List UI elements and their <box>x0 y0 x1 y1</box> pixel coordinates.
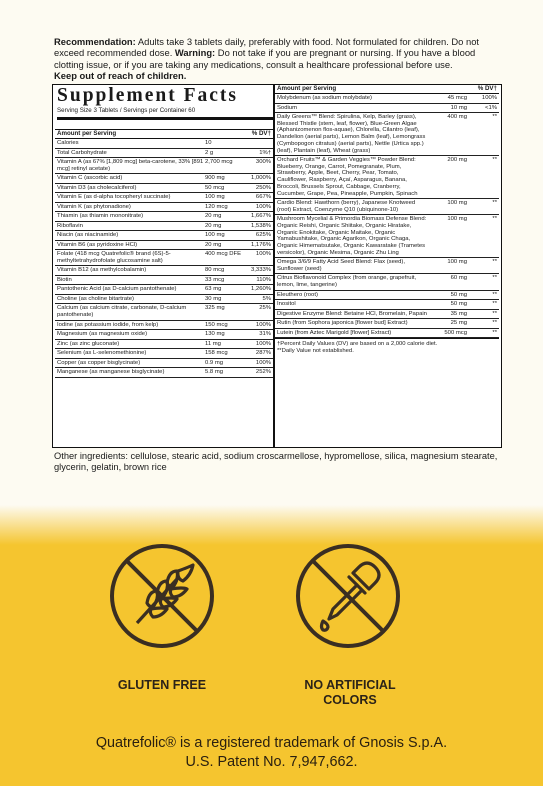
nutrient-row <box>55 222 273 232</box>
nutrient-dv: 3,333% <box>251 267 271 274</box>
nutrient-name: Mushroom Mycelial & Primordia Biomass Defense Blend: Organic Reishi, Organic Shiitake, Organic Hiratake, Organic Enokitake, Organic Maitake, Organic Yamabushitake, Organic Agarikon, Organic Chaga, Organic Himematsutake, Organic Kawaratake (Trametes versicolor), Organic Mesima, Organic Zhu Ling <box>277 216 427 256</box>
nutrient-row <box>275 215 499 258</box>
gluten-free-icon <box>107 541 217 651</box>
nutrient-dv: ** <box>492 320 497 327</box>
nutrient-dv: 100% <box>481 95 497 101</box>
nutrient-dv: ** <box>492 329 497 336</box>
nutrient-row <box>55 321 273 331</box>
nutrient-name: Iodine (as potassium iodide, from kelp) <box>57 321 159 328</box>
nutrient-amount: 50 mg <box>450 291 467 298</box>
nutrient-dv: ** <box>492 216 497 223</box>
nutrient-name: Copper (as copper bisglycinate) <box>57 359 141 366</box>
nutrient-name: Vitamin K (as phytonadione) <box>57 203 131 210</box>
nutrient-dv: 1,260% <box>251 286 271 293</box>
nutrient-dv: 100% <box>255 359 271 366</box>
nutrient-dv: 100% <box>255 251 271 258</box>
nutrient-amount: 50 mg <box>450 301 467 308</box>
nutrient-row <box>275 291 499 301</box>
nutrient-amount: 25 mg <box>450 320 467 327</box>
nutrient-row <box>275 329 499 339</box>
nutrient-name: Vitamin A (as 67% [1,809 mcg] beta-carotene, 33% [891 mcg] retinyl acetate) <box>57 159 204 172</box>
nutrient-name: Inositol <box>277 301 296 308</box>
nutrient-name: Cardio Blend: Hawthorn (berry), Japanese Knotweed (root) Extract, Coenzyme Q10 (ubiquinone-10) <box>277 200 416 213</box>
nutrient-dv: 1,667% <box>251 213 271 220</box>
nutrient-name: Magnesium (as magnesium oxide) <box>57 331 148 338</box>
nutrient-row <box>55 285 273 295</box>
nutrient-row <box>55 193 273 203</box>
nutrient-row <box>55 295 273 305</box>
nutrient-name: Vitamin B12 (as methylcobalamin) <box>57 267 147 274</box>
nutrient-row <box>55 184 273 194</box>
nutrient-name: Omega 3/6/9 Fatty Acid Seed Blend: Flax (seed), Sunflower (seed) <box>277 259 406 272</box>
nutrient-amount: 158 mcg <box>205 350 228 357</box>
nutrient-name: Folate (418 mcg Quatrefolic® brand (6S)-5-methyltetrahydrofolate glucosamine salt) <box>57 251 171 264</box>
nutrient-dv: 1%† <box>259 149 271 156</box>
nutrient-name: Manganese (as manganese bisglycinate) <box>57 369 165 376</box>
nutrient-row <box>55 231 273 241</box>
footnote-dv: †Percent Daily Values (DV) are based on a 2,000 calorie diet. <box>277 341 438 348</box>
nutrient-name: Biotin <box>57 276 72 283</box>
header-amount: Amount per Serving <box>57 130 117 137</box>
nutrient-amount: 5.8 mg <box>205 369 224 376</box>
nutrient-amount: 20 mg <box>205 213 222 220</box>
footnote-dv-not-established: **Daily Value not established. <box>277 347 354 354</box>
nutrient-name: Rutin (from Sophora japonica [flower bud] Extract) <box>277 320 408 327</box>
nutrient-name: Vitamin B6 (as pyridoxine HCl) <box>57 241 138 248</box>
nutrient-amount: 20 mg <box>205 222 222 229</box>
recommendation-body: Adults take 3 tablets daily, preferably with food. Not formulated for children. Do not exceed recommended dose. <box>54 36 480 59</box>
nutrient-dv: ** <box>492 291 497 298</box>
recommendation-label: Recommendation: <box>54 36 136 47</box>
nutrient-amount: 45 mcg <box>447 95 467 101</box>
serving-size: Serving Size 3 Tablets / Servings per Container 60 <box>57 107 273 120</box>
nutrient-amount: 150 mcg <box>205 321 228 328</box>
nutrient-amount: 900 mg <box>205 175 225 182</box>
nutrient-amount: 80 mcg <box>205 267 225 274</box>
nutrient-dv: 252% <box>255 369 271 376</box>
nutrient-row <box>275 274 499 290</box>
recommendation-text <box>54 36 500 81</box>
nutrient-dv: 300% <box>255 159 271 165</box>
nutrient-name: Vitamin D3 (as cholecalciferol) <box>57 184 137 191</box>
nutrient-dv: 110% <box>256 276 271 283</box>
nutrient-name: Digestive Enzyme Blend: Betaine HCl, Bromelain, Papain <box>277 310 427 317</box>
nutrient-row <box>55 212 273 222</box>
nutrient-name: Niacin (as niacinamide) <box>57 232 119 239</box>
nutrient-amount: 100 mg <box>447 200 467 207</box>
facts-left-column <box>55 85 273 378</box>
nutrient-dv: ** <box>492 301 497 308</box>
nutrient-row <box>55 174 273 184</box>
nutrient-amount: 33 mcg <box>205 276 225 283</box>
nutrient-name: Eleuthero (root) <box>277 291 318 298</box>
warning-label: Warning: <box>174 47 216 59</box>
nutrient-row <box>275 300 499 310</box>
right-rows <box>275 94 499 338</box>
nutrient-amount: 50 mcg <box>205 184 225 191</box>
nutrient-amount: 100 mg <box>447 259 467 266</box>
nutrient-row <box>55 241 273 251</box>
nutrient-name: Vitamin E (as d-alpha tocopheryl succinate) <box>57 194 171 201</box>
nutrient-name: Citrus Bioflavonoid Complex (from orange, grapefruit, lemon, lime, tangerine) <box>277 275 417 289</box>
keep-out-text: Keep out of reach of children. <box>54 69 187 81</box>
nutrient-dv: 100% <box>255 340 271 347</box>
facts-header <box>55 130 273 139</box>
nutrient-dv: 5% <box>262 295 271 302</box>
nutrient-amount: 10 <box>205 140 212 146</box>
nutrient-row <box>55 139 273 149</box>
supplement-facts-panel <box>52 84 502 448</box>
nutrient-amount: 2 g <box>205 149 214 156</box>
nutrient-row <box>55 149 273 159</box>
trademark-notice <box>0 734 543 772</box>
nutrient-name: Vitamin C (ascorbic acid) <box>57 175 123 182</box>
nutrient-dv: 250% <box>255 184 271 191</box>
nutrient-name: Lutein (from Aztec Marigold [flower] Extract) <box>277 329 392 336</box>
left-rows <box>55 139 273 378</box>
nutrient-row <box>275 113 499 156</box>
nutrient-name: Molybdenum (as sodium molybdate) <box>277 95 372 101</box>
nutrient-row <box>275 156 499 199</box>
nutrient-dv: 100% <box>255 203 271 210</box>
nutrient-amount: 35 mg <box>450 310 467 317</box>
nutrient-name: Choline (as choline bitartrate) <box>57 295 134 302</box>
nutrient-name: Total Carbohydrate <box>57 149 107 156</box>
nutrient-row <box>55 266 273 276</box>
warning-body: Do not take if you are pregnant or nursing. If you have a blood clotting issue, or if you are taking any medications, consult a healthcare professional before use. <box>54 47 476 70</box>
nutrient-name: Selenium (as L-selenomethionine) <box>57 350 147 357</box>
nutrient-name: Zinc (as zinc gluconate) <box>57 340 120 347</box>
nutrient-row <box>275 310 499 320</box>
nutrient-amount: 60 mg <box>450 275 467 282</box>
header-dv: % DV† <box>251 130 271 137</box>
nutrient-row <box>55 276 273 286</box>
nutrient-row <box>55 158 273 174</box>
header-amount-right: Amount per Serving <box>277 85 337 92</box>
nutrient-row <box>55 330 273 340</box>
nutrient-dv: ** <box>492 200 497 207</box>
nutrient-row <box>275 199 499 215</box>
nutrient-dv: 1,176% <box>251 241 271 248</box>
nutrient-dv: 100% <box>255 321 271 328</box>
nutrient-name: Pantothenic Acid (as D-calcium pantothenate) <box>57 286 177 293</box>
nutrient-amount: 120 mcg <box>205 203 228 210</box>
facts-right-column <box>275 85 499 357</box>
nutrient-name: Calcium (as calcium citrate, carbonate, D-calcium pantothenate) <box>57 305 187 319</box>
nutrient-name: Thiamin (as thiamin mononitrate) <box>57 213 144 220</box>
facts-header-right <box>275 85 499 94</box>
no-artificial-colors-label: NO ARTIFICIAL COLORS <box>304 678 396 707</box>
nutrient-row <box>55 368 273 378</box>
nutrient-row <box>275 94 499 104</box>
nutrient-dv: ** <box>492 275 497 282</box>
nutrient-amount: 100 mg <box>205 232 225 239</box>
nutrient-amount: 400 mcg DFE <box>205 251 242 258</box>
nutrient-name: Daily Greens™ Blend: Spirulina, Kelp, Barley (grass), Blessed Thistle (stem, leaf, flower), Blue-Green Algae (Aphanizomenon flos-aquae), Chlorella, Cilantro (leaf), Dandelion (aerial parts), Lemon Balm (leaf), Lemongrass (Cymbopogon citratus) (aerial parts), Nettle (Urtica spp.) (leaf), Plantain (leaf), Wheat (grass) <box>277 114 426 154</box>
header-dv-right: % DV† <box>477 85 497 92</box>
nutrient-amount: 100 mg <box>205 194 225 201</box>
no-artificial-colors-icon <box>293 541 403 651</box>
nutrient-amount: 11 mg <box>205 340 221 347</box>
nutrient-row <box>55 349 273 359</box>
nutrient-amount: 20 mg <box>205 241 222 248</box>
nutrient-amount: 2,700 mcg <box>205 159 233 165</box>
nutrient-name: Riboflavin <box>57 222 83 229</box>
nutrient-dv: 667% <box>255 194 271 201</box>
nutrient-dv: 25% <box>259 305 271 312</box>
nutrient-row <box>275 319 499 329</box>
nutrient-dv: 31% <box>259 331 271 338</box>
nutrient-row <box>55 203 273 213</box>
nutrient-name: Orchard Fruits™ & Garden Veggies™ Powder Blend: Blueberry, Orange, Carrot, Pomegranate, Plum, Strawberry, Apple, Beet, Cherry, Pear, Tomato, Cauliflower, Raspberry, Açaí, Asparagus, Banana, Broccoli, Brussels Sprout, Cabbage, Cranberry, Cucumber, Grape, Pea, Pineapple, Pumpkin, Spinach <box>277 157 418 197</box>
nutrient-amount: 130 mg <box>205 331 225 338</box>
nutrient-dv <box>245 140 271 147</box>
nutrient-dv: ** <box>492 114 497 120</box>
nutrient-dv: 625% <box>255 232 271 239</box>
nutrient-amount: 100 mg <box>447 216 467 223</box>
facts-title: Supplement Facts <box>57 85 238 106</box>
nutrient-row <box>55 304 273 320</box>
nutrient-amount: 10 mg <box>450 104 467 111</box>
nutrient-row <box>55 359 273 369</box>
nutrient-dv: <1% <box>485 104 497 111</box>
nutrient-amount: 200 mg <box>447 157 467 164</box>
nutrient-dv: ** <box>492 157 497 164</box>
footnotes <box>275 338 499 356</box>
gluten-free-label: GLUTEN FREE <box>117 678 207 692</box>
trademark-line-1: Quatrefolic® is a registered trademark of Gnosis S.p.A. <box>95 735 448 751</box>
nutrient-row <box>275 104 499 114</box>
nutrient-dv: ** <box>492 310 497 317</box>
nutrient-row <box>55 250 273 266</box>
other-ingredients: Other ingredients: cellulose, stearic acid, sodium croscarmellose, hypromellose, silica, magnesium stearate, glycerin, gelatin, brown rice <box>54 451 498 473</box>
nutrient-name: Calories <box>57 140 79 146</box>
nutrient-row <box>275 258 499 274</box>
nutrient-amount: 0.9 mg <box>205 359 224 366</box>
patent-line: U.S. Patent No. 7,947,662. <box>185 754 358 770</box>
nutrient-name: Sodium <box>277 104 297 111</box>
nutrient-dv: 1,000% <box>251 175 271 182</box>
nutrient-amount: 400 mg <box>447 114 467 120</box>
nutrient-amount: 325 mg <box>205 305 225 312</box>
nutrient-dv: 1,538% <box>251 222 271 229</box>
nutrient-dv: 287% <box>255 350 271 357</box>
nutrient-dv: ** <box>492 259 497 266</box>
nutrient-amount: 500 mcg <box>444 329 467 336</box>
nutrient-amount: 63 mg <box>205 286 222 293</box>
nutrient-amount: 30 mg <box>205 295 222 302</box>
nutrient-row <box>55 340 273 350</box>
